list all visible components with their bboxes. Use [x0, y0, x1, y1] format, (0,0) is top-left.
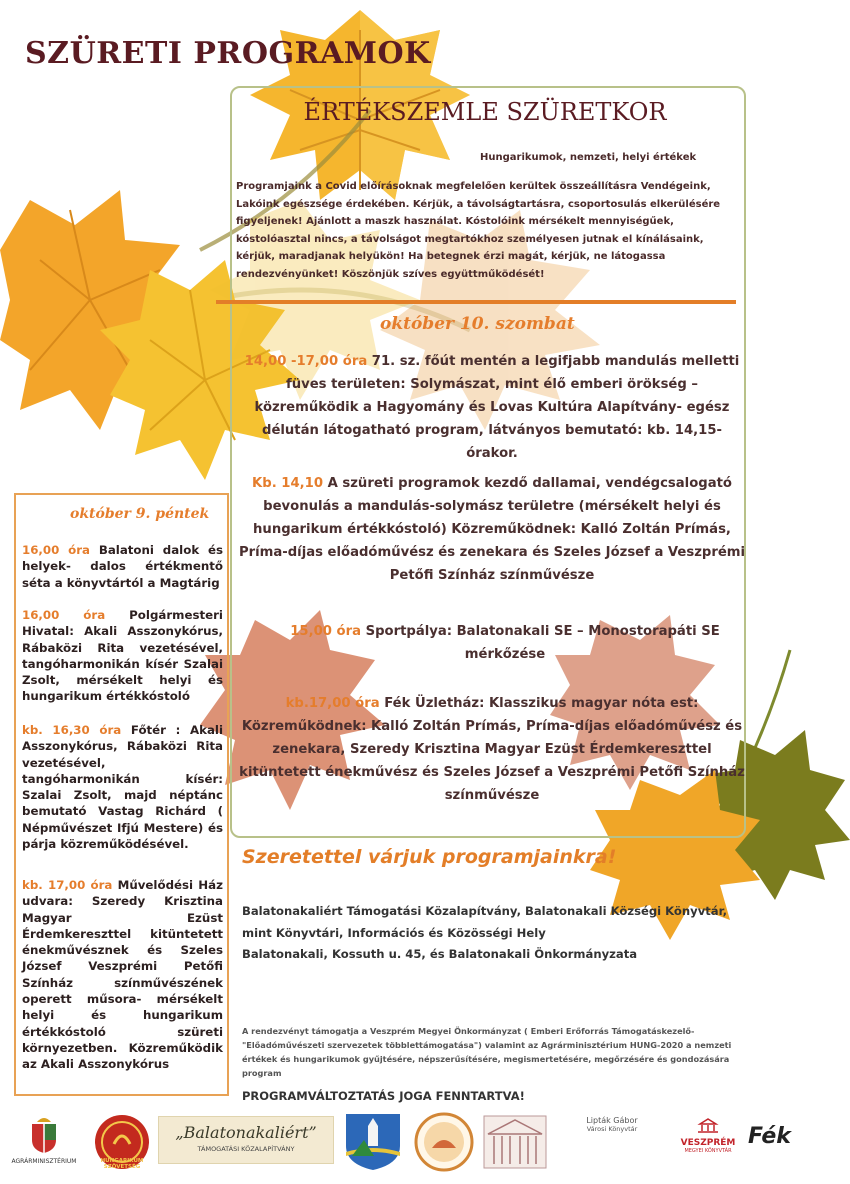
- saturday-event-2: [238, 472, 746, 587]
- welcome-message: Szeretettel várjuk programjainkra!: [242, 846, 617, 868]
- logo-veszprem-library: [676, 1118, 740, 1154]
- event-text: Polgármesteri Hivatal: Akali Asszonykórus, Rábaközi Rita vezetésével, tangóharmonikán kísér Szalai Zsolt, mérsékelt helyi és hungarikum értékkóstoló: [22, 608, 223, 704]
- event-text: Fék Üzletház: Klasszikus magyar nóta est: Közreműködnek: Kalló Zoltán Prímás, Príma-díjas előadóművész és zenekara, Szeredy Krisztina Magyar Ezüst Érdemkereszttel kitüntetett énekművész és Szeles József a Veszprémi Petőfi Színház színművésze: [239, 696, 745, 803]
- logo-liptak-library: [562, 1116, 662, 1133]
- logo-label: Lipták Gábor: [586, 1116, 638, 1125]
- event-time: kb. 16,30 óra: [22, 723, 122, 737]
- logo-label: VESZPRÉM: [680, 1138, 736, 1148]
- date-friday: október 9. péntek: [70, 506, 210, 522]
- logo-label: HUNGARIKUM SZÖVETSÉG: [100, 1158, 144, 1170]
- friday-event-3: [22, 722, 223, 852]
- organizer-line: Balatonakali, Kossuth u. 45, és Balatonakali Önkormányzata: [242, 947, 638, 961]
- organizers: [242, 901, 762, 966]
- library-icon: [696, 1118, 720, 1134]
- logo-fek: Fék: [748, 1124, 791, 1149]
- event-text: Művelődési Ház udvara: Szeredy Krisztina Magyar Ezüst Érdemkereszttel kitüntetett énekművésznek és Szeles József Veszprémi Petőfi Színház színművészének operett műsora- mérsékelt helyi és hungarikum értékkóstoló szüreti környezetben. Közreműködik az Akali Asszonykórus: [22, 878, 223, 1072]
- crest-icon: [344, 1112, 402, 1172]
- building-icon: [482, 1114, 548, 1170]
- rights-reserved: PROGRAMVÁLTOZTATÁS JOGA FENNTARTVA!: [242, 1089, 525, 1103]
- event-time: 14,00 -17,00 óra: [244, 354, 368, 369]
- event-time: 16,00 óra: [22, 543, 91, 557]
- event-time: 15,00 óra: [290, 624, 362, 639]
- event-text: Balatoni dalok és helyek- dalos értékmentő séta a könyvtártól a Magtárig: [22, 543, 223, 590]
- covid-notice: Programjaink a Covid előírásoknak megfelelően kerültek összeállításra Vendégeink, Lakóink egészsége érdekében. Kérjük, a távolságtartásra, csoportosulás elkerülésére figyeljenek! Ajánlott a maszk használat. Kóstolóink mérsékelt mennyiségűek, kóstolóasztal nincs, a távolságot megtartókhoz személyesen jutnak el kínálásaink, kérjük, maradjanak helyükön! Ha betegnek érzi magát, kérjük, ne látogassa rendezvényünket! Köszönjük szíves együttműködését!: [236, 181, 721, 280]
- event-time: 16,00 óra: [22, 608, 106, 622]
- logo-sublabel: MEGYEI KÖNYVTÁR: [684, 1148, 732, 1154]
- event-text: 71. sz. főút mentén a legifjabb mandulás melletti füves területen: Solymászat, mint élő emberi örökség – közreműködik a Hagyomány és Lovas Kultúra Alapítvány- egész délután látogatható program, látványos bemutató: kb. 14,15-órakor.: [254, 354, 740, 461]
- tagline: Hungarikumok, nemzeti, helyi értékek: [480, 152, 697, 163]
- page-title: SZÜRETI PROGRAMOK: [25, 36, 431, 71]
- logo-sublabel: Városi Könyvtár: [586, 1125, 638, 1133]
- logo-round-badge: [414, 1112, 474, 1176]
- organizer-line: mint Könyvtári, Információs és Közösségi Hely: [242, 925, 546, 940]
- saturday-event-1: [238, 350, 746, 465]
- sponsor-logos: [0, 1108, 850, 1184]
- organizer-line: Balatonakaliért Támogatási Közalapítvány, Balatonakali Községi Könyvtár,: [242, 904, 728, 918]
- event-time: Kb. 14,10: [252, 476, 324, 491]
- logo-sublabel: TÁMOGATÁSI KÖZALAPÍTVÁNY: [197, 1145, 295, 1153]
- subtitle: ÉRTÉKSZEMLE SZÜRETKOR: [303, 98, 667, 126]
- event-text: A szüreti programok kezdő dallamai, vendégcsalogató bevonulás a mandulás-solymász területre (mérsékelt helyi és hungarikum értékkóstoló) Közreműködnek: Kalló Zoltán Prímás, Príma-díjas előadóművész és zenekara és Szeles József a Veszprémi Petőfi Színház színművésze: [238, 476, 746, 583]
- divider: [216, 300, 736, 304]
- badge-icon: [414, 1112, 474, 1172]
- coat-of-arms-icon: [29, 1114, 59, 1154]
- saturday-event-4: [238, 692, 746, 807]
- logo-building: [482, 1114, 548, 1174]
- logo-agrarminiszterium: [8, 1114, 80, 1165]
- event-text: Főtér : Akali Asszonykórus, Rábaközi Rita vezetésével, tangóharmonikán kísér: Szalai Zsolt, majd néptánc bemutató Vastag Richárd ( Népművészet Ifjú Mestere) és párja közreműködésével.: [22, 723, 223, 852]
- friday-event-1: [22, 542, 223, 591]
- saturday-event-3: [280, 620, 730, 666]
- event-time: kb.17,00 óra: [285, 696, 380, 711]
- friday-event-4: [22, 877, 223, 1073]
- event-text: Sportpálya: Balatonakali SE – Monostorapáti SE mérkőzése: [361, 624, 720, 662]
- logo-label: „Balatonakaliért”: [175, 1123, 317, 1142]
- support-notice: A rendezvényt támogatja a Veszprém Megyei Önkormányzat ( Emberi Erőforrás Támogatáskezelő- "Előadóművészeti szervezetek többlettámogatása") valamint az Agrárminisztérium HUNG-2020 a nemzeti értékek és hungarikumok gyűjtésére, népszerűsítésére, megismertetésére, megőrzésére és gondozására program: [242, 1026, 732, 1078]
- event-time: kb. 17,00 óra: [22, 878, 113, 892]
- logo-label: AGRÁRMINISZTÉRIUM: [11, 1158, 77, 1165]
- logo-hungarikum: [94, 1114, 150, 1170]
- date-saturday: október 10. szombat: [380, 314, 575, 334]
- friday-event-2: [22, 607, 223, 705]
- logo-balatonakali-crest: [344, 1112, 402, 1176]
- logo-balatonakaliert: [158, 1116, 334, 1164]
